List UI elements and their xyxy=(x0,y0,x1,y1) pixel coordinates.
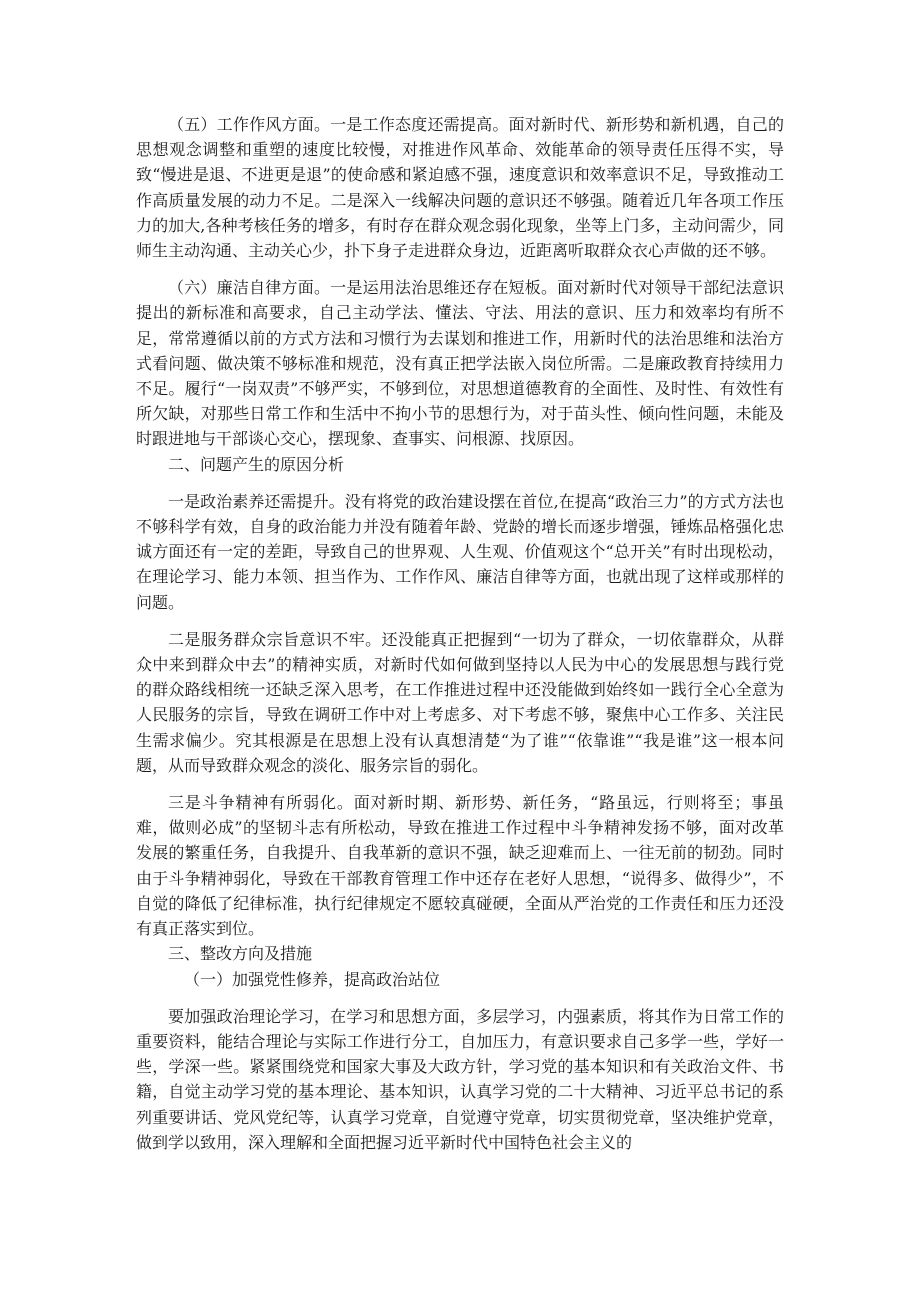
paragraph-serve-masses: 二是服务群众宗旨意识不牢。还没能真正把握到“一切为了群众，一切依靠群众，从群众中来到群众中去”的精神实质，对新时代如何做到坚持以人民为中心的发展思想与践行党的群众路线相统一还缺乏深入思考，在工作推进过程中还没能做到始终如一践行全心全意为人民服务的宗旨，导致在调研工作中对上考虑多、对下考虑不够，聚焦中心工作多、关注民生需求偏少。究其根源是在思想上没有认真想清楚“为了谁”“依靠谁”“我是谁”这一根本问题，从而导致群众观念的淡化、服务宗旨的弱化。 xyxy=(136,629,784,775)
section-heading-rectification: 三、整改方向及措施 xyxy=(168,944,313,964)
paragraph-political-theory: 要加强政治理论学习，在学习和思想方面，多层学习，内强素质，将其作为日常工作的重要资料，能结合理论与实际工作进行分工，自加压力，有意识要求自己多学一些，学好一些，学深一些。紧紧围绕党和国家大事及大政方针，学习党的基本知识和有关政治文件、书籍，自觉主动学习党的基本理论、基本知识，认真学习党的二十大精神、习近平总书记的系列重要讲话、党风党纪等，认真学习党章，自觉遵守党章，切实贯彻党章，坚决维护党章，做到学以致用，深入理解和全面把握习近平新时代中国特色社会主义的 xyxy=(136,1006,784,1152)
paragraph-work-style: （五）工作作风方面。一是工作态度还需提高。面对新时代、新形势和新机遇，自己的思想观念调整和重塑的速度比较慢，对推进作风革命、效能革命的领导责任压得不实，导致“慢进是退、不进更是退”的使命感和紧迫感不强，速度意识和效率意识不足，导致推动工作高质量发展的动力不足。二是深入一线解决问题的意识还不够强。随着近几年各项工作压力的加大,各种考核任务的增多，有时存在群众观念弱化现象，坐等上门多，主动问需少，同师生主动沟通、主动关心少，扑下身子走进群众身边，近距离听取群众衣心声做的还不够。 xyxy=(136,115,784,261)
subsection-heading-party-spirit: （一）加强党性修养，提高政治站位 xyxy=(184,969,441,989)
section-heading-causes: 二、问题产生的原因分析 xyxy=(168,454,345,474)
paragraph-integrity: （六）廉洁自律方面。一是运用法治思维还存在短板。面对新时代对领导干部纪法意识提出的新标准和高要求，自己主动学法、懂法、守法、用法的意识、压力和效率均有所不足，常常遵循以前的方式方法和习惯行为去谋划和推进工作，用新时代的法治思维和法治方式看问题、做决策不够标准和规范，没有真正把学法嵌入岗位所需。二是廉政教育持续用力不足。履行“一岗双责”不够严实，不够到位，对思想道德教育的全面性、及时性、有效性有所欠缺，对那些日常工作和生活中不拘小节的思想行为，对于苗头性、倾向性问题，未能及时跟进地与干部谈心交心，摆现象、查事实、问根源、找原因。 xyxy=(136,278,784,449)
paragraph-fighting-spirit: 三是斗争精神有所弱化。面对新时期、新形势、新任务，“路虽远，行则将至；事虽难，做则必成”的坚韧斗志有所松动，导致在推进工作过程中斗争精神发扬不够，面对改革发展的繁重任务，自我提升、自我革新的意识不强，缺乏迎难而上、一往无前的韧劲。同时由于斗争精神弱化，导致在干部教育管理工作中还存在老好人思想，“说得多、做得少”，不自觉的降低了纪律标准，执行纪律规定不愿较真碰硬，全面从严治党的工作责任和压力还没有真正落实到位。 xyxy=(136,793,784,939)
paragraph-political-literacy: 一是政治素养还需提升。没有将党的政治建设摆在首位,在提高“政治三力”的方式方法也不够科学有效，自身的政治能力并没有随着年龄、党龄的增长而逐步增强，锤炼品格强化忠诚方面还有一定的差距，导致自己的世界观、人生观、价值观这个“总开关”有时出现松动，在理论学习、能力本领、担当作为、工作作风、廉洁自律等方面，也就出现了这样或那样的问题。 xyxy=(136,491,784,612)
